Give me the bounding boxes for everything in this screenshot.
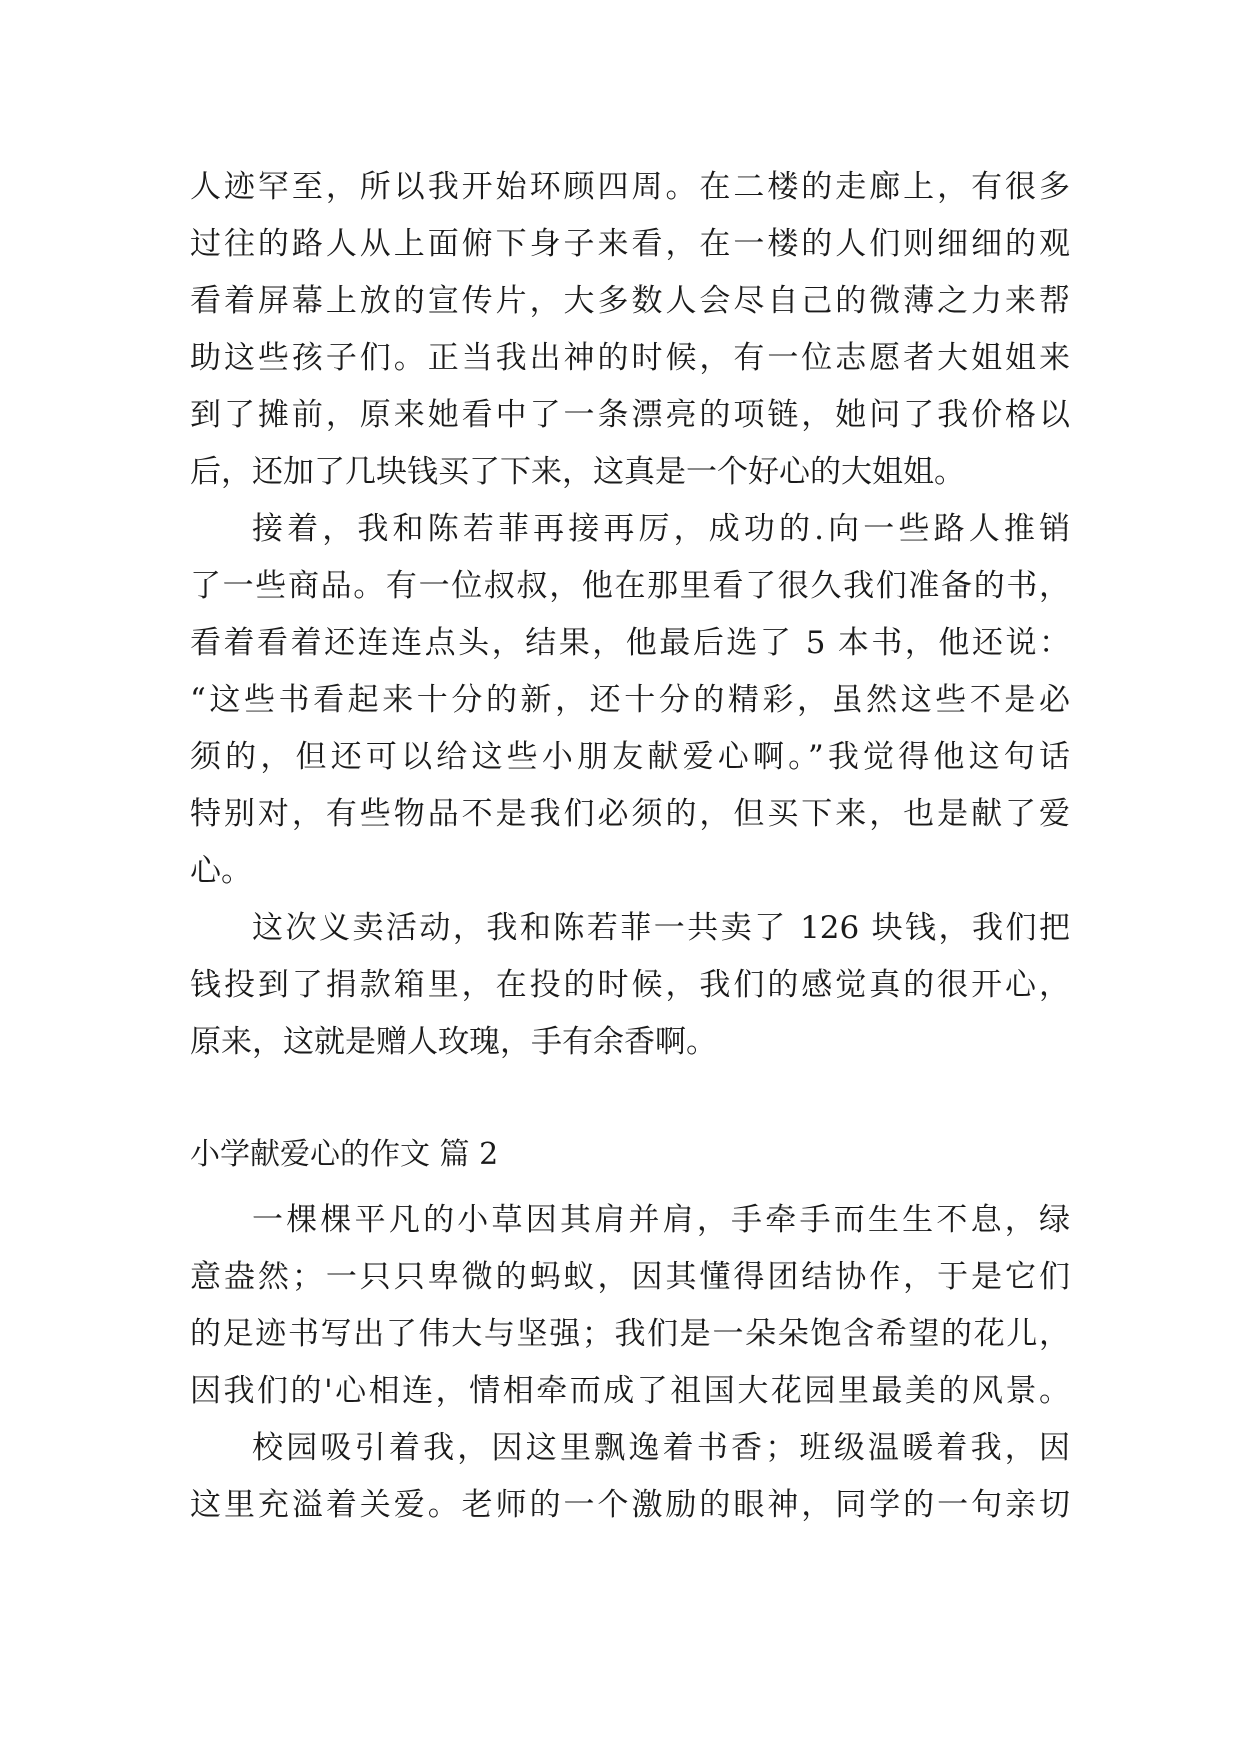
- text-line: 意盎然；一只只卑微的蚂蚁，因其懂得团结协作，于是它们: [190, 1259, 1070, 1295]
- text-line: 了一些商品。有一位叔叔，他在那里看了很久我们准备的书，: [190, 568, 1070, 604]
- text-line: 校园吸引着我，因这里飘逸着书香；班级温暖着我，因: [252, 1430, 1070, 1466]
- text-line: 特别对，有些物品不是我们必须的，但买下来，也是献了爱: [190, 796, 1070, 832]
- text-line: 的足迹书写出了伟大与坚强；我们是一朵朵饱含希望的花儿，: [190, 1316, 1070, 1352]
- section-heading: 小学献爱心的作文 篇 2: [190, 1137, 499, 1172]
- text-line: 心。: [190, 853, 252, 889]
- text-line: 看着看着还连连点头，结果，他最后选了 5 本书，他还说：: [190, 625, 1070, 661]
- text-line: 到了摊前，原来她看中了一条漂亮的项链，她问了我价格以: [190, 397, 1070, 433]
- text-line: 因我们的'心相连，情相牵而成了祖国大花园里最美的风景。: [190, 1373, 1070, 1409]
- text-line: 钱投到了捐款箱里，在投的时候，我们的感觉真的很开心，: [190, 967, 1070, 1003]
- text-line: 接着，我和陈若菲再接再厉，成功的.向一些路人推销: [252, 511, 1070, 547]
- text-line: 这里充溢着关爱。老师的一个激励的眼神，同学的一句亲切: [190, 1487, 1070, 1523]
- text-line: “这些书看起来十分的新，还十分的精彩，虽然这些不是必: [190, 682, 1070, 718]
- text-line: 助这些孩子们。正当我出神的时候，有一位志愿者大姐姐来: [190, 340, 1070, 376]
- text-line: 看着屏幕上放的宣传片，大多数人会尽自己的微薄之力来帮: [190, 283, 1070, 319]
- text-line: 过往的路人从上面俯下身子来看，在一楼的人们则细细的观: [190, 226, 1070, 262]
- text-line: 一棵棵平凡的小草因其肩并肩，手牵手而生生不息，绿: [252, 1202, 1070, 1238]
- text-line: 后，还加了几块钱买了下来，这真是一个好心的大姐姐。: [190, 454, 965, 490]
- text-line: 人迹罕至，所以我开始环顾四周。在二楼的走廊上，有很多: [190, 169, 1070, 205]
- text-line: 这次义卖活动，我和陈若菲一共卖了 126 块钱，我们把: [252, 910, 1070, 946]
- text-line: 原来，这就是赠人玫瑰，手有余香啊。: [190, 1024, 717, 1060]
- text-line: 须的，但还可以给这些小朋友献爱心啊。”我觉得他这句话: [190, 739, 1070, 775]
